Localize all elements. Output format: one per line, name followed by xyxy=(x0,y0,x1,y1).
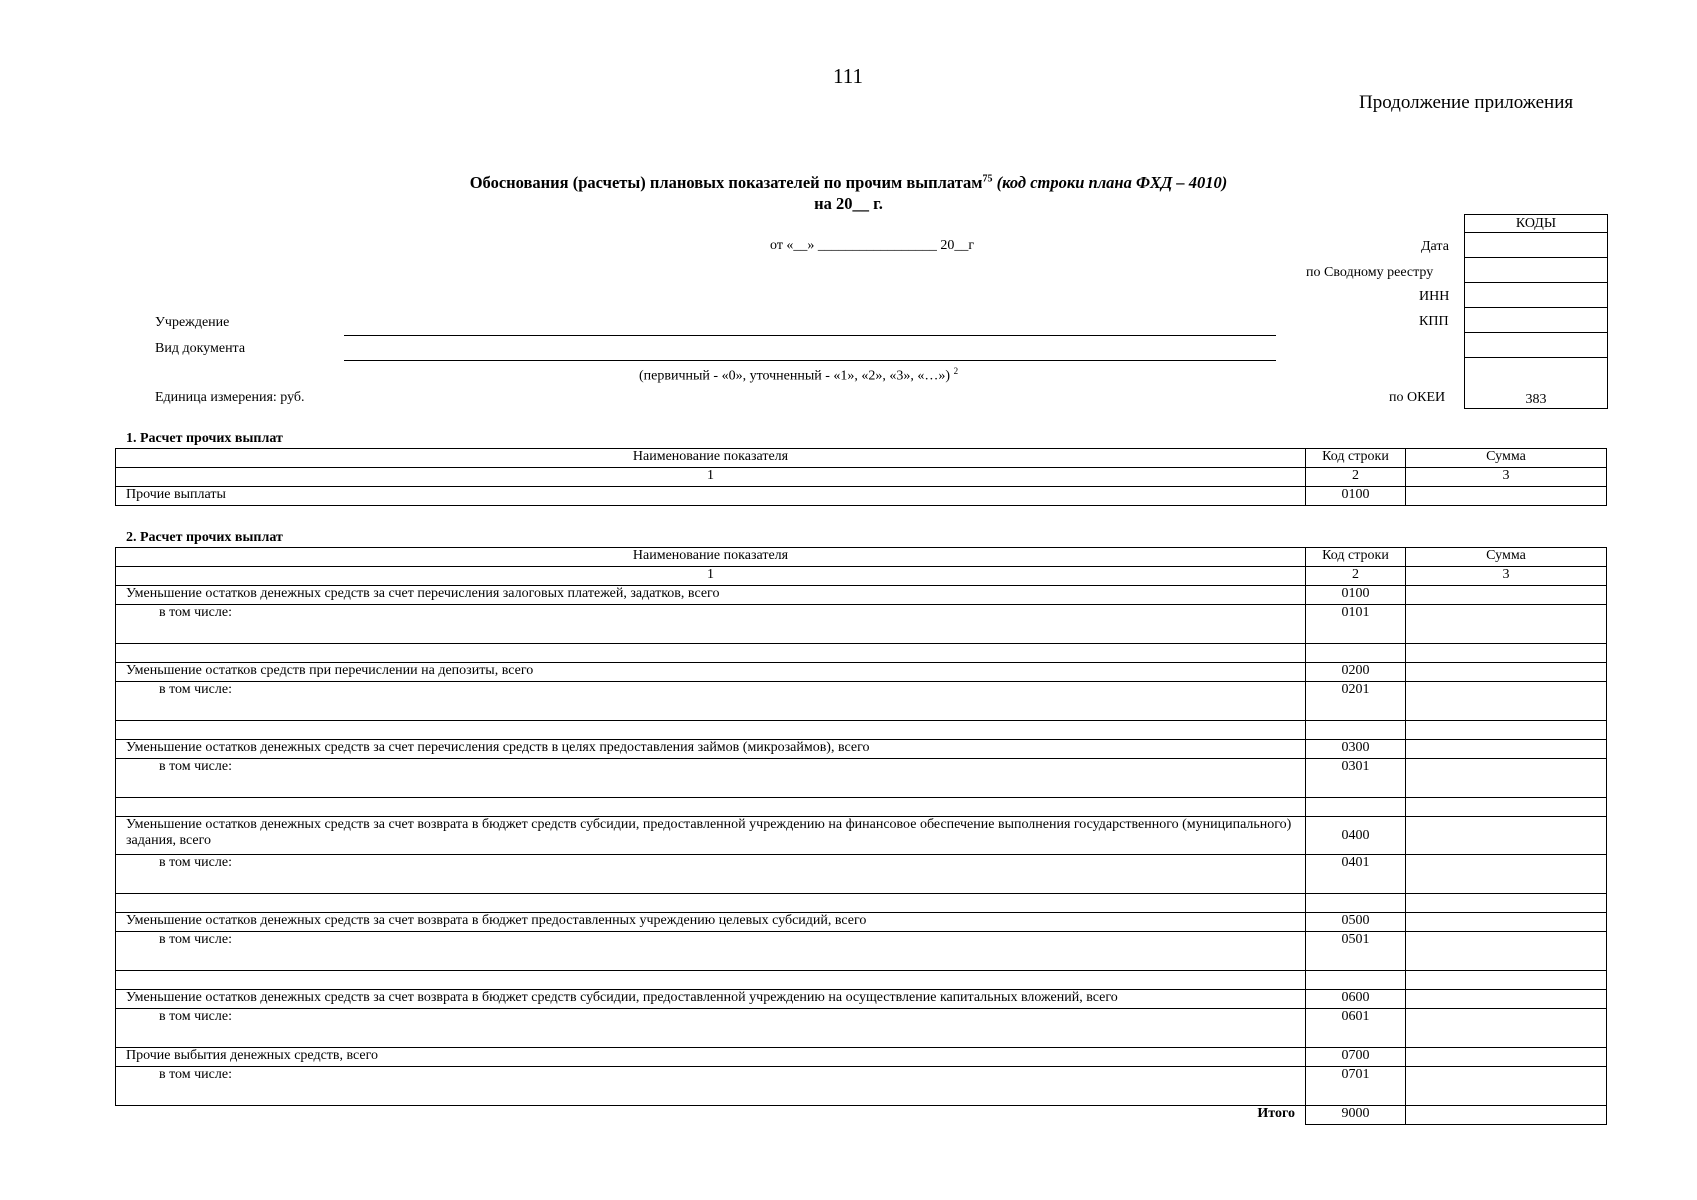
col-num-2: 2 xyxy=(1306,567,1406,586)
empty-row-cell[interactable] xyxy=(1306,721,1406,740)
form-title-main: Обоснования (расчеты) плановых показателей по прочим выплатам xyxy=(469,173,983,192)
total-sum[interactable] xyxy=(1406,1106,1607,1125)
continuation-label: Продолжение приложения xyxy=(1359,92,1574,113)
codes-label-inn: ИНН xyxy=(1419,289,1450,304)
codes-header: КОДЫ xyxy=(1465,215,1608,233)
group-sub-sum[interactable] xyxy=(1406,759,1607,798)
col-header-sum: Сумма xyxy=(1406,548,1607,567)
group-sub-sum[interactable] xyxy=(1406,855,1607,894)
codes-inn-cell[interactable] xyxy=(1465,283,1608,308)
group-total-sum[interactable] xyxy=(1406,740,1607,759)
empty-row-cell[interactable] xyxy=(116,971,1306,990)
codes-label-kpp: КПП xyxy=(1419,314,1449,329)
group-incl-label: в том числе: xyxy=(116,932,1306,971)
col-header-code: Код строки xyxy=(1306,548,1406,567)
group-total-code: 0400 xyxy=(1306,817,1406,855)
section2-table xyxy=(115,547,1607,1125)
codes-doctype-cell[interactable] xyxy=(1465,333,1608,358)
empty-row-cell[interactable] xyxy=(1306,798,1406,817)
doc-type-line[interactable] xyxy=(344,360,1276,361)
codes-label-date: Дата xyxy=(1421,239,1449,254)
empty-row-cell[interactable] xyxy=(116,721,1306,740)
group-sub-sum[interactable] xyxy=(1406,682,1607,721)
group-sub-sum[interactable] xyxy=(1406,932,1607,971)
title-footnote: 75 xyxy=(982,173,993,185)
doc-type-hint-text: (первичный - «0», уточненный - «1», «2», «3», «…») xyxy=(639,368,951,384)
group-total-sum[interactable] xyxy=(1406,990,1607,1009)
codes-kpp-cell[interactable] xyxy=(1465,308,1608,333)
empty-row-cell[interactable] xyxy=(116,798,1306,817)
col-header-name: Наименование показателя xyxy=(116,548,1306,567)
col-num-3: 3 xyxy=(1406,567,1607,586)
group-total-name: Уменьшение остатков денежных средств за счет перечисления средств в целях предоставления займов (микрозаймов), всего xyxy=(116,740,1306,759)
group-incl-label: в том числе: xyxy=(116,682,1306,721)
empty-row-cell[interactable] xyxy=(1306,971,1406,990)
codes-registry-cell[interactable] xyxy=(1465,258,1608,283)
group-total-name: Уменьшение остатков денежных средств за счет возврата в бюджет средств субсидии, предоставленной учреждению на финансовое обеспечение выполнения государственного (муниципального) задания, всего xyxy=(116,817,1306,855)
group-sub-sum[interactable] xyxy=(1406,1067,1607,1106)
empty-row-cell[interactable] xyxy=(116,644,1306,663)
group-incl-label: в том числе: xyxy=(116,855,1306,894)
group-total-code: 0600 xyxy=(1306,990,1406,1009)
date-from: от «__» _________________ 20__г xyxy=(770,238,975,253)
row-name: Прочие выплаты xyxy=(116,487,1306,506)
group-sub-code: 0401 xyxy=(1306,855,1406,894)
group-sub-code: 0201 xyxy=(1306,682,1406,721)
col-header-code: Код строки xyxy=(1306,449,1406,468)
unit-label: Единица измерения: руб. xyxy=(155,390,305,405)
group-sub-code: 0301 xyxy=(1306,759,1406,798)
col-header-sum: Сумма xyxy=(1406,449,1607,468)
form-title-year: на 20__ г. xyxy=(814,194,883,213)
group-total-name: Уменьшение остатков денежных средств за счет перечисления залоговых платежей, задатков, всего xyxy=(116,586,1306,605)
section1-table xyxy=(115,448,1607,506)
col-num-1: 1 xyxy=(116,567,1306,586)
codes-date-cell[interactable] xyxy=(1465,233,1608,258)
group-total-code: 0200 xyxy=(1306,663,1406,682)
section1-title: 1. Расчет прочих выплат xyxy=(126,431,283,446)
page-number: 111 xyxy=(833,64,863,88)
group-total-code: 0500 xyxy=(1306,913,1406,932)
group-sub-code: 0101 xyxy=(1306,605,1406,644)
group-total-sum[interactable] xyxy=(1406,817,1607,855)
group-total-code: 0300 xyxy=(1306,740,1406,759)
codes-table xyxy=(1464,214,1608,409)
codes-label-okei: по ОКЕИ xyxy=(1389,390,1446,405)
group-sub-code: 0601 xyxy=(1306,1009,1406,1048)
group-sub-code: 0501 xyxy=(1306,932,1406,971)
col-num-1: 1 xyxy=(116,468,1306,487)
section2-title: 2. Расчет прочих выплат xyxy=(126,530,283,545)
group-total-name: Прочие выбытия денежных средств, всего xyxy=(116,1048,1306,1067)
row-code: 0100 xyxy=(1306,487,1406,506)
group-incl-label: в том числе: xyxy=(116,605,1306,644)
doc-type-hint xyxy=(639,366,958,385)
doc-type-label: Вид документа xyxy=(155,341,246,356)
col-num-2: 2 xyxy=(1306,468,1406,487)
col-num-3: 3 xyxy=(1406,468,1607,487)
empty-row-cell[interactable] xyxy=(1406,971,1607,990)
group-incl-label: в том числе: xyxy=(116,1067,1306,1106)
group-incl-label: в том числе: xyxy=(116,759,1306,798)
empty-row-cell[interactable] xyxy=(116,894,1306,913)
group-total-sum[interactable] xyxy=(1406,586,1607,605)
row-sum-cell[interactable] xyxy=(1406,487,1607,506)
doc-type-hint-note: 2 xyxy=(953,366,959,376)
col-header-name: Наименование показателя xyxy=(116,449,1306,468)
empty-row-cell[interactable] xyxy=(1406,721,1607,740)
group-total-sum[interactable] xyxy=(1406,663,1607,682)
total-label: Итого xyxy=(1257,1106,1295,1121)
empty-row-cell[interactable] xyxy=(1406,644,1607,663)
form-title xyxy=(0,173,1697,193)
group-sub-code: 0701 xyxy=(1306,1067,1406,1106)
empty-row-cell[interactable] xyxy=(1406,798,1607,817)
group-total-name: Уменьшение остатков денежных средств за счет возврата в бюджет предоставленных учреждению целевых субсидий, всего xyxy=(116,913,1306,932)
group-total-code: 0700 xyxy=(1306,1048,1406,1067)
institution-label: Учреждение xyxy=(155,315,230,330)
group-total-sum[interactable] xyxy=(1406,913,1607,932)
group-sub-sum[interactable] xyxy=(1406,605,1607,644)
group-total-name: Уменьшение остатков денежных средств за счет возврата в бюджет средств субсидии, предоставленной учреждению на осуществление капитальных вложений, всего xyxy=(116,990,1306,1009)
group-total-code: 0100 xyxy=(1306,586,1406,605)
group-sub-sum[interactable] xyxy=(1406,1009,1607,1048)
codes-okei-cell[interactable]: 383 xyxy=(1465,358,1608,409)
group-incl-label: в том числе: xyxy=(116,1009,1306,1048)
form-title-code: (код строки плана ФХД – 4010) xyxy=(996,173,1228,192)
empty-row-cell[interactable] xyxy=(1406,894,1607,913)
institution-line[interactable] xyxy=(344,335,1276,336)
codes-label-registry: по Сводному реестру xyxy=(1306,265,1434,280)
empty-row-cell[interactable] xyxy=(1306,644,1406,663)
total-code: 9000 xyxy=(1306,1106,1406,1125)
group-total-sum[interactable] xyxy=(1406,1048,1607,1067)
group-total-name: Уменьшение остатков средств при перечислении на депозиты, всего xyxy=(116,663,1306,682)
empty-row-cell[interactable] xyxy=(1306,894,1406,913)
